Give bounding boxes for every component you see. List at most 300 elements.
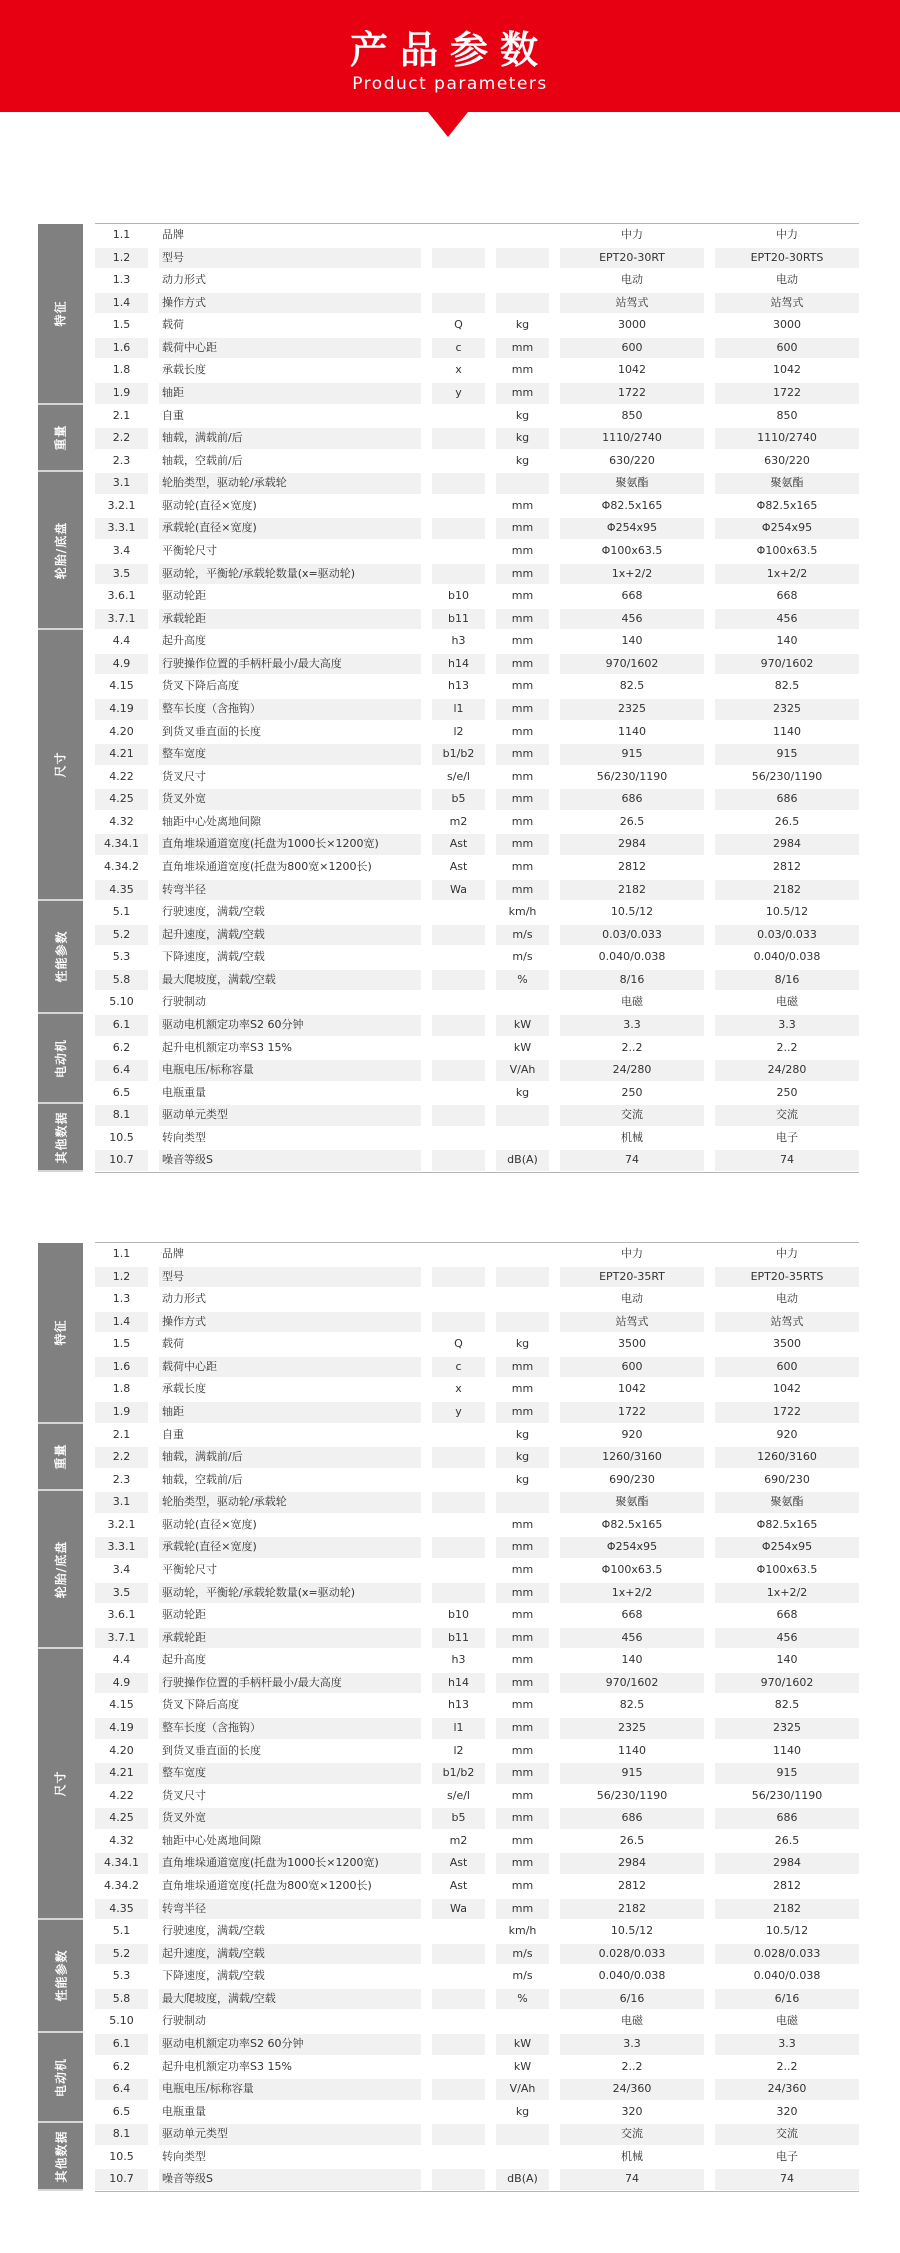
table-row xyxy=(0,1965,900,1988)
param-value-model-2: 交流 xyxy=(715,2124,859,2145)
param-symbol xyxy=(432,406,485,427)
param-value-model-1: 82.5 xyxy=(619,1698,645,1712)
param-unit xyxy=(496,1244,549,1265)
param-value-model-1: 1260/3160 xyxy=(560,1447,704,1468)
table-row xyxy=(0,2101,900,2124)
table-row xyxy=(0,1378,900,1401)
param-name: 转向类型 xyxy=(162,2149,206,2163)
table-row xyxy=(0,247,900,270)
param-symbol: Ast xyxy=(432,1853,485,1874)
table-row xyxy=(0,743,900,766)
param-number: 4.4 xyxy=(112,1653,131,1667)
param-name: 轴载，满载前/后 xyxy=(159,428,421,449)
param-value-model-1: 聚氨酯 xyxy=(560,473,704,494)
param-value-model-1: 0.028/0.033 xyxy=(560,1944,704,1965)
param-number: 4.20 xyxy=(109,724,134,738)
param-name: 噪音等级S xyxy=(159,2169,421,2190)
table-row xyxy=(0,1672,900,1695)
param-value-model-1: 2984 xyxy=(560,834,704,855)
param-name: 货叉尺寸 xyxy=(162,769,206,783)
param-value-model-2: 456 xyxy=(715,1628,859,1649)
param-unit: mm xyxy=(496,1628,549,1649)
param-number: 3.5 xyxy=(95,564,148,585)
param-symbol xyxy=(432,970,485,991)
table-bottom-border xyxy=(95,2191,859,2192)
param-symbol xyxy=(432,1083,485,1104)
param-value-model-1: 站驾式 xyxy=(560,1312,704,1333)
param-number: 8.1 xyxy=(95,1105,148,1126)
param-value-model-1: 2984 xyxy=(560,1853,704,1874)
param-symbol: l2 xyxy=(453,724,464,738)
param-symbol xyxy=(432,1244,485,1265)
table-row xyxy=(0,2056,900,2079)
param-name: 起升电机额定功率S3 15% xyxy=(162,2059,292,2073)
param-value-model-2: 915 xyxy=(715,744,859,765)
param-unit: mm xyxy=(496,1673,549,1694)
param-name: 直角堆垛通道宽度(托盘为1000长×1200宽) xyxy=(159,834,421,855)
param-symbol xyxy=(432,1267,485,1288)
param-name: 到货叉垂直面的长度 xyxy=(162,1743,261,1757)
param-value-model-2: 2984 xyxy=(715,834,859,855)
param-value-model-1: 聚氨酯 xyxy=(560,1492,704,1513)
table-row xyxy=(0,630,900,653)
param-value-model-1: 1042 xyxy=(618,363,646,377)
param-name: 行驶速度，满载/空载 xyxy=(162,1924,265,1938)
param-number: 5.2 xyxy=(95,1944,148,1965)
param-value-model-2: 600 xyxy=(715,1357,859,1378)
param-name: 平衡轮尺寸 xyxy=(162,543,217,557)
param-value-model-2: 1042 xyxy=(773,1382,801,1396)
param-name: 货叉下降后高度 xyxy=(162,1698,239,1712)
param-symbol xyxy=(432,925,485,946)
param-value-model-2: 10.5/12 xyxy=(765,1924,809,1938)
param-value-model-1: Φ254x95 xyxy=(560,518,704,539)
group-label-text: 尺寸 xyxy=(53,751,68,778)
param-value-model-2: 2..2 xyxy=(776,2059,798,2073)
param-number: 5.3 xyxy=(112,1969,131,1983)
param-value-model-2: 74 xyxy=(715,1150,859,1171)
table-row xyxy=(0,1898,900,1921)
table-row xyxy=(0,675,900,698)
table-row xyxy=(0,1807,900,1830)
param-value-model-2: 1140 xyxy=(773,724,801,738)
param-symbol: Wa xyxy=(432,1899,485,1920)
param-name: 承载轮(直径×宽度) xyxy=(159,518,421,539)
param-value-model-1: EPT20-30RT xyxy=(560,248,704,269)
param-name: 操作方式 xyxy=(159,1312,421,1333)
param-number: 3.4 xyxy=(112,543,131,557)
param-unit: kg xyxy=(515,1085,530,1099)
param-number: 4.20 xyxy=(109,1743,134,1757)
param-value-model-1: 456 xyxy=(560,1628,704,1649)
param-name: 驱动轮距 xyxy=(162,1608,206,1622)
param-value-model-2: EPT20-30RTS xyxy=(715,248,859,269)
param-value-model-2: 1722 xyxy=(715,1402,859,1423)
param-unit xyxy=(496,225,549,246)
param-value-model-1: Φ100x63.5 xyxy=(601,543,663,557)
param-value-model-1: 74 xyxy=(560,2169,704,2190)
param-value-model-1: 915 xyxy=(560,744,704,765)
param-name: 驱动轮，平衡轮/承载轮数量(x=驱动轮) xyxy=(159,564,421,585)
param-name: 转向类型 xyxy=(162,1130,206,1144)
param-symbol xyxy=(432,1312,485,1333)
param-value-model-2: 0.040/0.038 xyxy=(753,950,821,964)
param-name: 驱动单元类型 xyxy=(159,2124,421,2145)
param-value-model-2: 聚氨酯 xyxy=(715,1492,859,1513)
param-unit: mm xyxy=(511,679,534,693)
param-value-model-2: 970/1602 xyxy=(715,1673,859,1694)
param-value-model-1: 24/360 xyxy=(560,2079,704,2100)
param-unit: mm xyxy=(511,498,534,512)
param-name: 货叉尺寸 xyxy=(162,1788,206,1802)
param-number: 6.2 xyxy=(112,2059,131,2073)
param-value-model-1: 电动 xyxy=(621,1292,643,1306)
param-value-model-1: 中力 xyxy=(621,1247,643,1260)
param-symbol xyxy=(432,293,485,314)
param-number: 6.5 xyxy=(112,2104,131,2118)
param-unit: V/Ah xyxy=(496,1060,549,1081)
param-number: 2.2 xyxy=(95,1447,148,1468)
param-unit xyxy=(496,2124,549,2145)
param-value-model-1: 6/16 xyxy=(560,1989,704,2010)
param-symbol xyxy=(432,2102,485,2123)
param-name: 行驶操作位置的手柄杆最小/最大高度 xyxy=(159,1673,421,1694)
table-row xyxy=(0,1649,900,1672)
param-symbol xyxy=(432,1289,485,1310)
table-row xyxy=(0,1514,900,1537)
param-value-model-1: 850 xyxy=(621,408,643,422)
param-number: 5.2 xyxy=(95,925,148,946)
param-unit xyxy=(496,992,549,1013)
param-name: 动力形式 xyxy=(162,273,206,287)
param-number: 4.34.1 xyxy=(95,834,148,855)
param-name: 行驶速度，满载/空载 xyxy=(162,905,265,919)
param-unit: mm xyxy=(511,769,534,783)
param-symbol xyxy=(432,2034,485,2055)
param-unit: mm xyxy=(511,1878,534,1892)
param-value-model-2: 交流 xyxy=(715,1105,859,1126)
param-symbol: b10 xyxy=(448,589,469,603)
param-value-model-1: 668 xyxy=(621,1608,643,1622)
param-symbol: m2 xyxy=(449,814,468,828)
param-value-model-1: 920 xyxy=(621,1427,643,1441)
table-row xyxy=(0,1446,900,1469)
group-label-text: 轮胎/底盘 xyxy=(54,521,69,579)
param-number: 4.22 xyxy=(109,1788,134,1802)
param-value-model-1: 2325 xyxy=(560,1718,704,1739)
param-value-model-1: Φ100x63.5 xyxy=(601,1562,663,1576)
param-value-model-1: 456 xyxy=(560,609,704,630)
param-unit: mm xyxy=(496,338,549,359)
param-unit xyxy=(496,1492,549,1513)
param-value-model-1: 690/230 xyxy=(609,1472,655,1486)
param-name: 承载轮距 xyxy=(159,1628,421,1649)
param-value-model-1: 74 xyxy=(560,1150,704,1171)
param-value-model-2: 3.3 xyxy=(715,1015,859,1036)
param-symbol: h13 xyxy=(448,679,469,693)
param-number: 1.5 xyxy=(112,318,131,332)
param-number: 2.3 xyxy=(112,1472,131,1486)
param-unit: kW xyxy=(496,1015,549,1036)
param-value-model-2: 1260/3160 xyxy=(715,1447,859,1468)
param-value-model-1: 24/280 xyxy=(560,1060,704,1081)
param-symbol: l1 xyxy=(432,1718,485,1739)
table-row xyxy=(0,1059,900,1082)
param-value-model-2: 2984 xyxy=(715,1853,859,1874)
param-name: 自重 xyxy=(162,1427,184,1441)
table-bottom-border xyxy=(95,1172,859,1173)
param-value-model-1: 2182 xyxy=(560,880,704,901)
param-value-model-1: 0.040/0.038 xyxy=(598,1969,666,1983)
param-number: 3.3.1 xyxy=(95,518,148,539)
param-unit: mm xyxy=(511,1562,534,1576)
param-number: 4.32 xyxy=(109,814,134,828)
param-unit: kg xyxy=(515,2104,530,2118)
param-value-model-2: 电磁 xyxy=(776,995,798,1009)
param-value-model-1: 56/230/1190 xyxy=(596,1788,668,1802)
param-number: 8.1 xyxy=(95,2124,148,2145)
param-name: 轴载，空载前/后 xyxy=(162,453,243,467)
param-number: 4.34.1 xyxy=(95,1853,148,1874)
param-number: 4.19 xyxy=(95,1718,148,1739)
param-value-model-1: 1110/2740 xyxy=(560,428,704,449)
table-row xyxy=(0,1288,900,1311)
param-name: 轮胎类型，驱动轮/承载轮 xyxy=(159,473,421,494)
param-value-model-2: 3500 xyxy=(773,1337,801,1351)
param-value-model-1: 2..2 xyxy=(621,2059,643,2073)
table-row xyxy=(0,1852,900,1875)
table-row xyxy=(0,969,900,992)
param-number: 4.25 xyxy=(95,789,148,810)
param-value-model-1: 26.5 xyxy=(619,814,645,828)
table-row xyxy=(0,337,900,360)
param-name: 货叉下降后高度 xyxy=(162,679,239,693)
table-row xyxy=(0,314,900,337)
table-row xyxy=(0,1243,900,1266)
param-unit: m/s xyxy=(512,950,533,964)
param-number: 1.6 xyxy=(95,338,148,359)
param-unit xyxy=(496,1267,549,1288)
param-value-model-2: 320 xyxy=(776,2104,798,2118)
param-value-model-2: 1110/2740 xyxy=(715,428,859,449)
param-name: 整车长度（含拖钩） xyxy=(159,699,421,720)
table-row xyxy=(0,540,900,563)
group-label-text: 重量 xyxy=(53,1443,68,1470)
param-unit: mm xyxy=(496,1763,549,1784)
param-unit: mm xyxy=(511,724,534,738)
param-value-model-2: 920 xyxy=(776,1427,798,1441)
param-symbol xyxy=(432,2124,485,2145)
table-row xyxy=(0,1037,900,1060)
param-name: 型号 xyxy=(159,248,421,269)
param-value-model-1: 2812 xyxy=(618,1878,646,1892)
param-value-model-1: 2182 xyxy=(560,1899,704,1920)
param-symbol: b10 xyxy=(448,1608,469,1622)
param-number: 4.35 xyxy=(95,880,148,901)
param-value-model-2: 1140 xyxy=(773,1743,801,1757)
param-value-model-1: 交流 xyxy=(560,1105,704,1126)
param-unit: mm xyxy=(511,1382,534,1396)
param-name: 电瓶电压/标称容量 xyxy=(159,2079,421,2100)
param-name: 自重 xyxy=(162,408,184,422)
param-number: 4.9 xyxy=(95,654,148,675)
param-value-model-2: 2..2 xyxy=(776,1040,798,1054)
table-row xyxy=(0,1875,900,1898)
param-number: 1.4 xyxy=(95,1312,148,1333)
table-row xyxy=(0,224,900,247)
param-unit: mm xyxy=(496,699,549,720)
param-unit: mm xyxy=(511,543,534,557)
param-value-model-1: 82.5 xyxy=(619,679,645,693)
param-name: 载荷中心距 xyxy=(159,1357,421,1378)
table-row xyxy=(0,653,900,676)
table-row xyxy=(0,405,900,428)
table-row xyxy=(0,1740,900,1763)
param-value-model-2: 24/280 xyxy=(715,1060,859,1081)
param-name: 直角堆垛通道宽度(托盘为800宽×1200长) xyxy=(162,1878,372,1892)
param-unit: V/Ah xyxy=(496,2079,549,2100)
table-row xyxy=(0,946,900,969)
table-row xyxy=(0,1559,900,1582)
table-row xyxy=(0,1424,900,1447)
param-symbol: y xyxy=(432,1402,485,1423)
param-number: 1.8 xyxy=(112,1382,131,1396)
table-row xyxy=(0,1311,900,1334)
param-number: 1.9 xyxy=(95,383,148,404)
table-row xyxy=(0,1604,900,1627)
param-unit: kg xyxy=(515,1427,530,1441)
param-symbol xyxy=(432,1128,485,1149)
param-symbol: l1 xyxy=(432,699,485,720)
param-number: 1.1 xyxy=(112,228,131,241)
param-name: 起升速度，满载/空载 xyxy=(159,1944,421,1965)
param-value-model-1: 320 xyxy=(621,2104,643,2118)
table-row xyxy=(0,1127,900,1150)
param-name: 承载轮(直径×宽度) xyxy=(159,1537,421,1558)
param-value-model-2: 站驾式 xyxy=(715,293,859,314)
param-name: 到货叉垂直面的长度 xyxy=(162,724,261,738)
param-name: 轴距 xyxy=(159,383,421,404)
param-name: 货叉外宽 xyxy=(159,789,421,810)
table-row xyxy=(0,766,900,789)
param-symbol xyxy=(432,2169,485,2190)
param-value-model-2: Φ82.5x165 xyxy=(756,498,818,512)
param-value-model-1: 3500 xyxy=(618,1337,646,1351)
table-row xyxy=(0,901,900,924)
param-unit: mm xyxy=(496,564,549,585)
param-value-model-2: 3.3 xyxy=(715,2034,859,2055)
table-row xyxy=(0,608,900,631)
table-row xyxy=(0,833,900,856)
param-value-model-2: 850 xyxy=(776,408,798,422)
param-value-model-2: 82.5 xyxy=(774,679,800,693)
param-value-model-1: 1722 xyxy=(560,383,704,404)
table-row xyxy=(0,1356,900,1379)
param-unit xyxy=(496,2011,549,2032)
param-number: 5.1 xyxy=(112,905,131,919)
param-symbol: b1/b2 xyxy=(432,744,485,765)
param-symbol xyxy=(432,1560,485,1581)
param-value-model-1: Φ254x95 xyxy=(560,1537,704,1558)
param-value-model-2: 686 xyxy=(715,1808,859,1829)
table-row xyxy=(0,1104,900,1127)
param-unit: m/s xyxy=(512,1969,533,1983)
param-unit: mm xyxy=(511,859,534,873)
param-value-model-1: 600 xyxy=(560,338,704,359)
param-unit xyxy=(496,1289,549,1310)
param-value-model-1: 电磁 xyxy=(621,995,643,1009)
param-value-model-2: Φ82.5x165 xyxy=(756,1517,818,1531)
param-value-model-2: 聚氨酯 xyxy=(715,473,859,494)
param-name: 整车宽度 xyxy=(159,1763,421,1784)
param-unit: % xyxy=(496,970,549,991)
param-number: 3.7.1 xyxy=(95,609,148,630)
param-symbol: h14 xyxy=(432,654,485,675)
param-value-model-2: 24/360 xyxy=(715,2079,859,2100)
param-unit xyxy=(496,1312,549,1333)
param-value-model-2: 电子 xyxy=(776,2149,798,2163)
param-value-model-1: 机械 xyxy=(621,1130,643,1144)
param-value-model-2: 1042 xyxy=(773,363,801,377)
table-row xyxy=(0,1149,900,1172)
table-row xyxy=(0,1627,900,1650)
table-row xyxy=(0,1694,900,1717)
param-name: 行驶操作位置的手柄杆最小/最大高度 xyxy=(159,654,421,675)
param-number: 3.1 xyxy=(95,473,148,494)
group-label-text: 重量 xyxy=(53,424,68,451)
param-unit: kg xyxy=(496,1447,549,1468)
param-symbol xyxy=(432,1966,485,1987)
param-number: 10.7 xyxy=(95,1150,148,1171)
param-value-model-1: 140 xyxy=(621,634,643,648)
param-value-model-1: 630/220 xyxy=(609,453,655,467)
param-symbol xyxy=(432,2011,485,2032)
param-value-model-1: 站驾式 xyxy=(560,293,704,314)
table-row xyxy=(0,721,900,744)
param-value-model-2: 电动 xyxy=(776,273,798,287)
param-symbol: l2 xyxy=(453,1743,464,1757)
param-value-model-2: 2812 xyxy=(773,859,801,873)
param-number: 4.34.2 xyxy=(104,859,139,873)
param-unit: kg xyxy=(515,453,530,467)
param-value-model-1: 1x+2/2 xyxy=(560,1583,704,1604)
param-symbol: Q xyxy=(454,1337,463,1351)
param-name: 转弯半径 xyxy=(159,880,421,901)
param-number: 6.4 xyxy=(95,2079,148,2100)
group-label-text: 性能参数 xyxy=(54,930,69,983)
param-symbol xyxy=(432,1038,485,1059)
param-number: 5.10 xyxy=(109,2014,134,2028)
param-symbol xyxy=(432,1060,485,1081)
param-symbol xyxy=(432,225,485,246)
param-unit: mm xyxy=(496,1899,549,1920)
param-symbol: h14 xyxy=(432,1673,485,1694)
param-symbol: s/e/l xyxy=(447,769,470,783)
param-value-model-2: 6/16 xyxy=(715,1989,859,2010)
param-value-model-1: 2325 xyxy=(560,699,704,720)
param-number: 5.1 xyxy=(112,1924,131,1938)
param-value-model-1: 0.03/0.033 xyxy=(560,925,704,946)
param-name: 轴距中心处离地间隙 xyxy=(162,814,261,828)
param-number: 2.1 xyxy=(112,1427,131,1441)
param-value-model-1: 1140 xyxy=(618,724,646,738)
param-number: 6.5 xyxy=(112,1085,131,1099)
param-name: 承载轮距 xyxy=(159,609,421,630)
page-title: 产品参数 xyxy=(349,28,550,72)
param-value-model-2: 0.040/0.038 xyxy=(753,1969,821,1983)
param-number: 3.3.1 xyxy=(95,1537,148,1558)
param-number: 4.22 xyxy=(109,769,134,783)
